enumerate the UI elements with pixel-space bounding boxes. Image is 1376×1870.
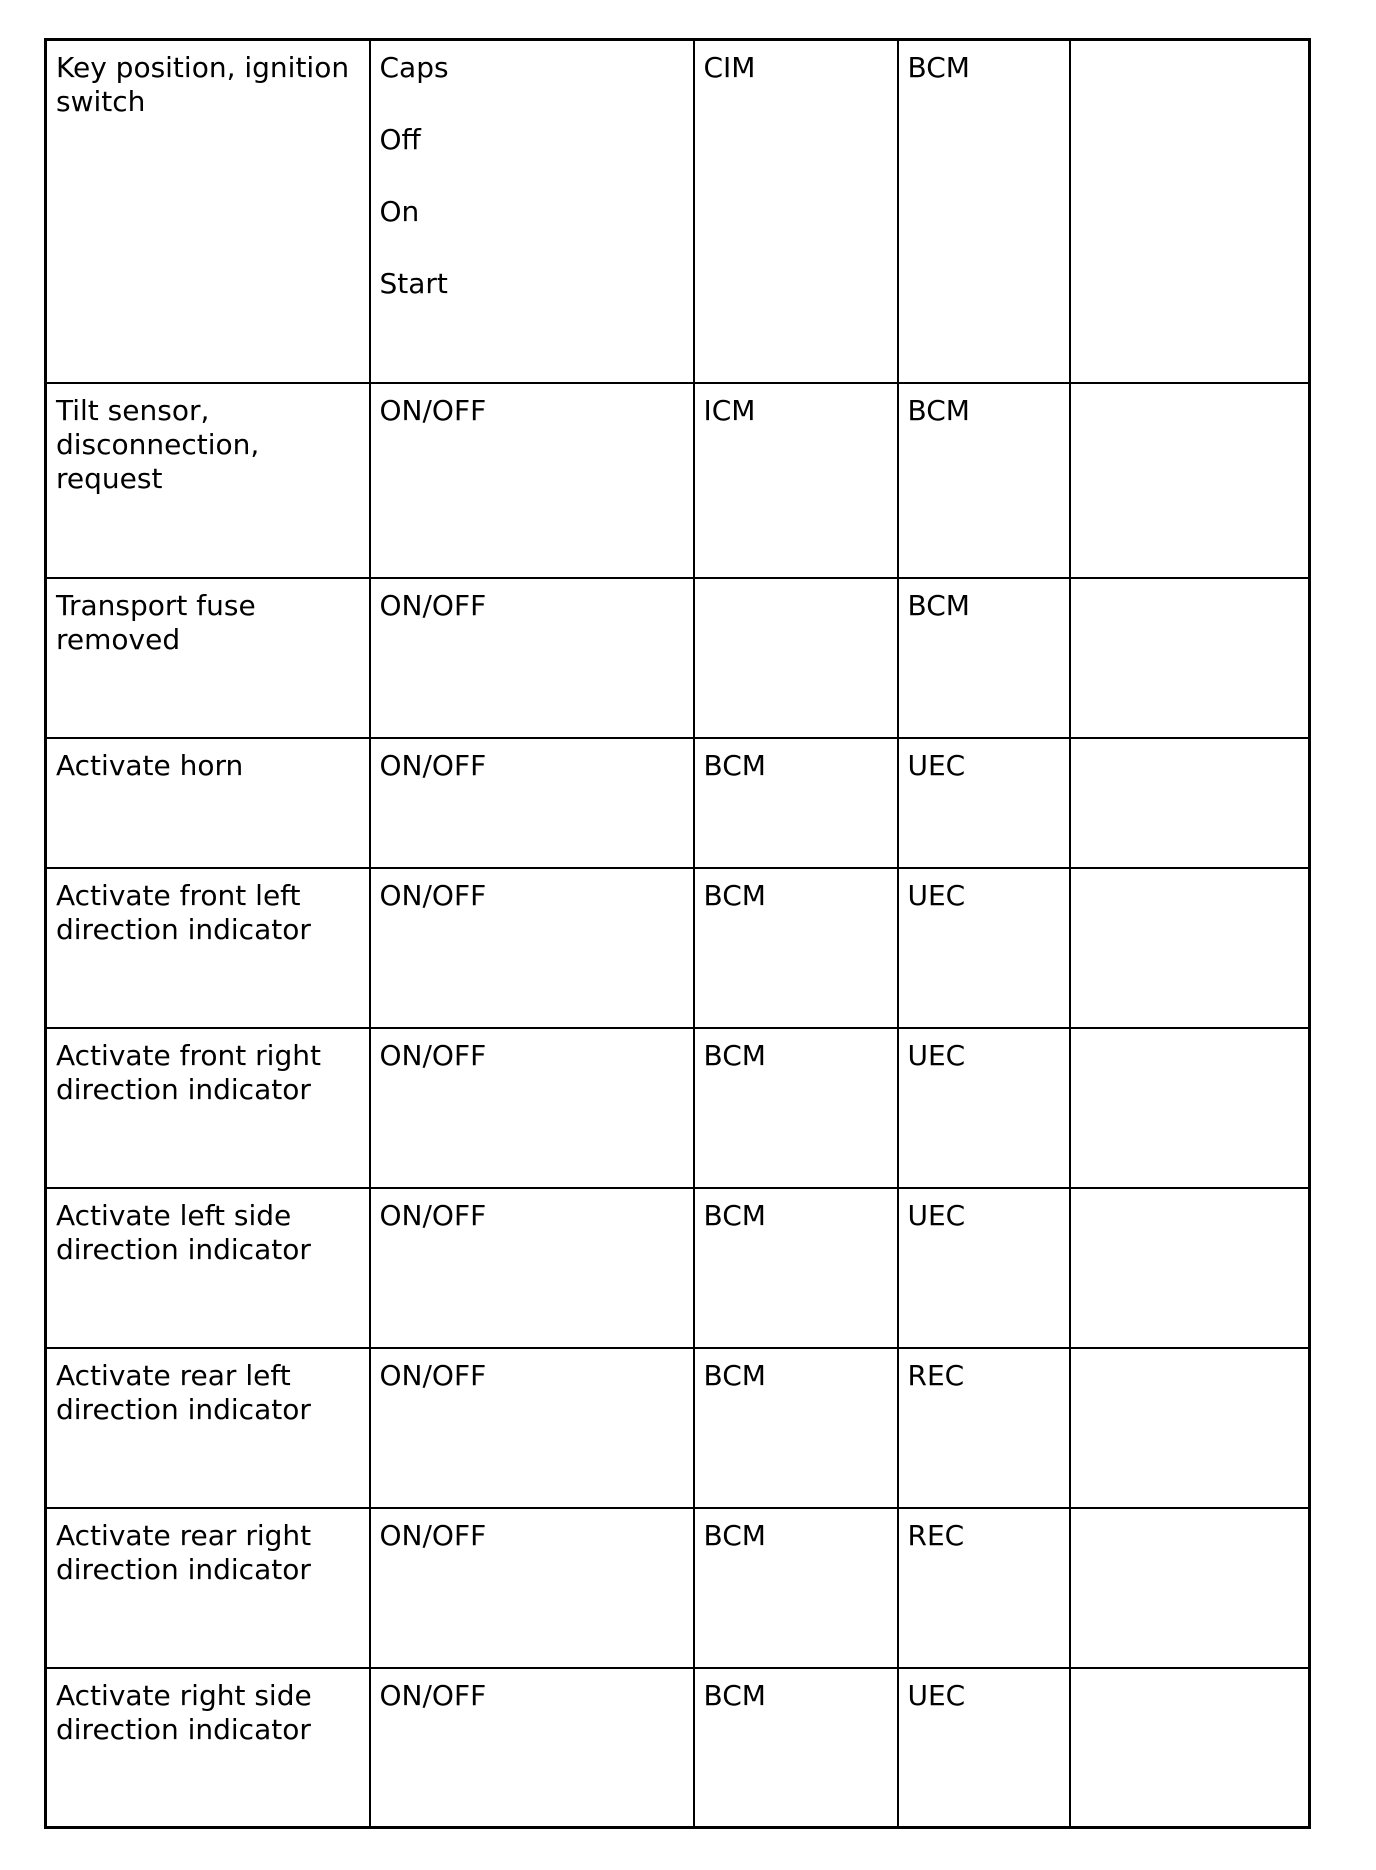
signal-cell [46, 1188, 370, 1348]
sender-value: BCM [703, 1678, 766, 1712]
signal-cell [46, 868, 370, 1028]
notes-cell [1070, 578, 1310, 738]
receiver-cell [898, 40, 1070, 383]
notes-cell [1070, 1668, 1310, 1828]
signal-cell [46, 1508, 370, 1668]
receiver-value: BCM [907, 393, 970, 427]
value-item: ON/OFF [379, 1678, 487, 1712]
receiver-value: UEC [907, 1678, 966, 1712]
sender-value: BCM [703, 1358, 766, 1392]
receiver-cell [898, 738, 1070, 868]
values-cell [370, 1668, 694, 1828]
receiver-value: BCM [907, 51, 970, 84]
receiver-cell [898, 578, 1070, 738]
table-row [46, 578, 1310, 738]
value-item: ON/OFF [379, 393, 487, 427]
values-cell [370, 383, 694, 578]
receiver-cell [898, 1668, 1070, 1828]
signal-name: Activate horn [56, 748, 244, 782]
signal-name: Activate left side direction indicator [56, 1198, 311, 1266]
values-cell [370, 868, 694, 1028]
value-item: ON/OFF [379, 748, 487, 782]
value-item: Caps [379, 51, 449, 84]
sender-cell [694, 868, 898, 1028]
values-cell [370, 578, 694, 738]
table-row [46, 868, 1310, 1028]
receiver-value: BCM [907, 588, 970, 622]
signal-cell [46, 578, 370, 738]
signal-name: Activate rear right direction indicator [56, 1518, 312, 1586]
signal-name: Activate right side direction indicator [56, 1678, 312, 1746]
receiver-cell [898, 1348, 1070, 1508]
table-row [46, 1348, 1310, 1508]
value-item: Off [379, 123, 421, 156]
notes-cell [1070, 1508, 1310, 1668]
sender-cell [694, 1028, 898, 1188]
notes-cell [1070, 868, 1310, 1028]
table-row [46, 383, 1310, 578]
value-item: ON/OFF [379, 878, 487, 912]
value-item: ON/OFF [379, 1358, 487, 1392]
value-item: ON/OFF [379, 1198, 487, 1232]
receiver-value: REC [907, 1518, 965, 1552]
value-item: ON/OFF [379, 588, 487, 622]
values-cell [370, 738, 694, 868]
sender-cell [694, 1508, 898, 1668]
receiver-cell [898, 1028, 1070, 1188]
sender-cell [694, 1188, 898, 1348]
signal-table [44, 38, 1311, 1829]
values-cell [370, 40, 694, 383]
receiver-value: UEC [907, 1198, 966, 1232]
signal-cell [46, 1668, 370, 1828]
notes-cell [1070, 383, 1310, 578]
sender-cell [694, 40, 898, 383]
sender-cell [694, 1668, 898, 1828]
signal-name: Key position, ignition switch [56, 51, 350, 118]
values-cell [370, 1028, 694, 1188]
table-row [46, 1508, 1310, 1668]
notes-cell [1070, 40, 1310, 383]
values-cell [370, 1188, 694, 1348]
sender-cell [694, 1348, 898, 1508]
signal-cell [46, 40, 370, 383]
signal-cell [46, 1348, 370, 1508]
signal-name: Transport fuse removed [56, 588, 256, 656]
sender-value: BCM [703, 1518, 766, 1552]
table-row [46, 1188, 1310, 1348]
table-row [46, 1028, 1310, 1188]
receiver-value: UEC [907, 748, 966, 782]
notes-cell [1070, 738, 1310, 868]
sender-value: BCM [703, 1038, 766, 1072]
table-row [46, 40, 1310, 383]
sender-cell [694, 738, 898, 868]
receiver-value: REC [907, 1358, 965, 1392]
receiver-cell [898, 868, 1070, 1028]
signal-name: Activate front right direction indicator [56, 1038, 321, 1106]
signal-name: Tilt sensor, disconnection, request [56, 393, 260, 495]
notes-cell [1070, 1028, 1310, 1188]
signal-name: Activate rear left direction indicator [56, 1358, 311, 1426]
table-row [46, 738, 1310, 868]
notes-cell [1070, 1188, 1310, 1348]
sender-value: BCM [703, 1198, 766, 1232]
receiver-cell [898, 383, 1070, 578]
receiver-value: UEC [907, 878, 966, 912]
receiver-cell [898, 1508, 1070, 1668]
receiver-value: UEC [907, 1038, 966, 1072]
sender-value: BCM [703, 748, 766, 782]
sender-value: ICM [703, 393, 756, 427]
value-item: ON/OFF [379, 1518, 487, 1552]
table-row [46, 1668, 1310, 1828]
signal-cell [46, 1028, 370, 1188]
signal-name: Activate front left direction indicator [56, 878, 311, 946]
table-body [46, 40, 1310, 1828]
receiver-cell [898, 1188, 1070, 1348]
sender-cell [694, 383, 898, 578]
value-item: Start [379, 267, 448, 300]
sender-cell [694, 578, 898, 738]
values-cell [370, 1508, 694, 1668]
sender-value: BCM [703, 878, 766, 912]
sender-value: CIM [703, 51, 756, 84]
values-cell [370, 1348, 694, 1508]
signal-cell [46, 738, 370, 868]
notes-cell [1070, 1348, 1310, 1508]
signal-cell [46, 383, 370, 578]
value-item: On [379, 195, 420, 228]
value-item: ON/OFF [379, 1038, 487, 1072]
